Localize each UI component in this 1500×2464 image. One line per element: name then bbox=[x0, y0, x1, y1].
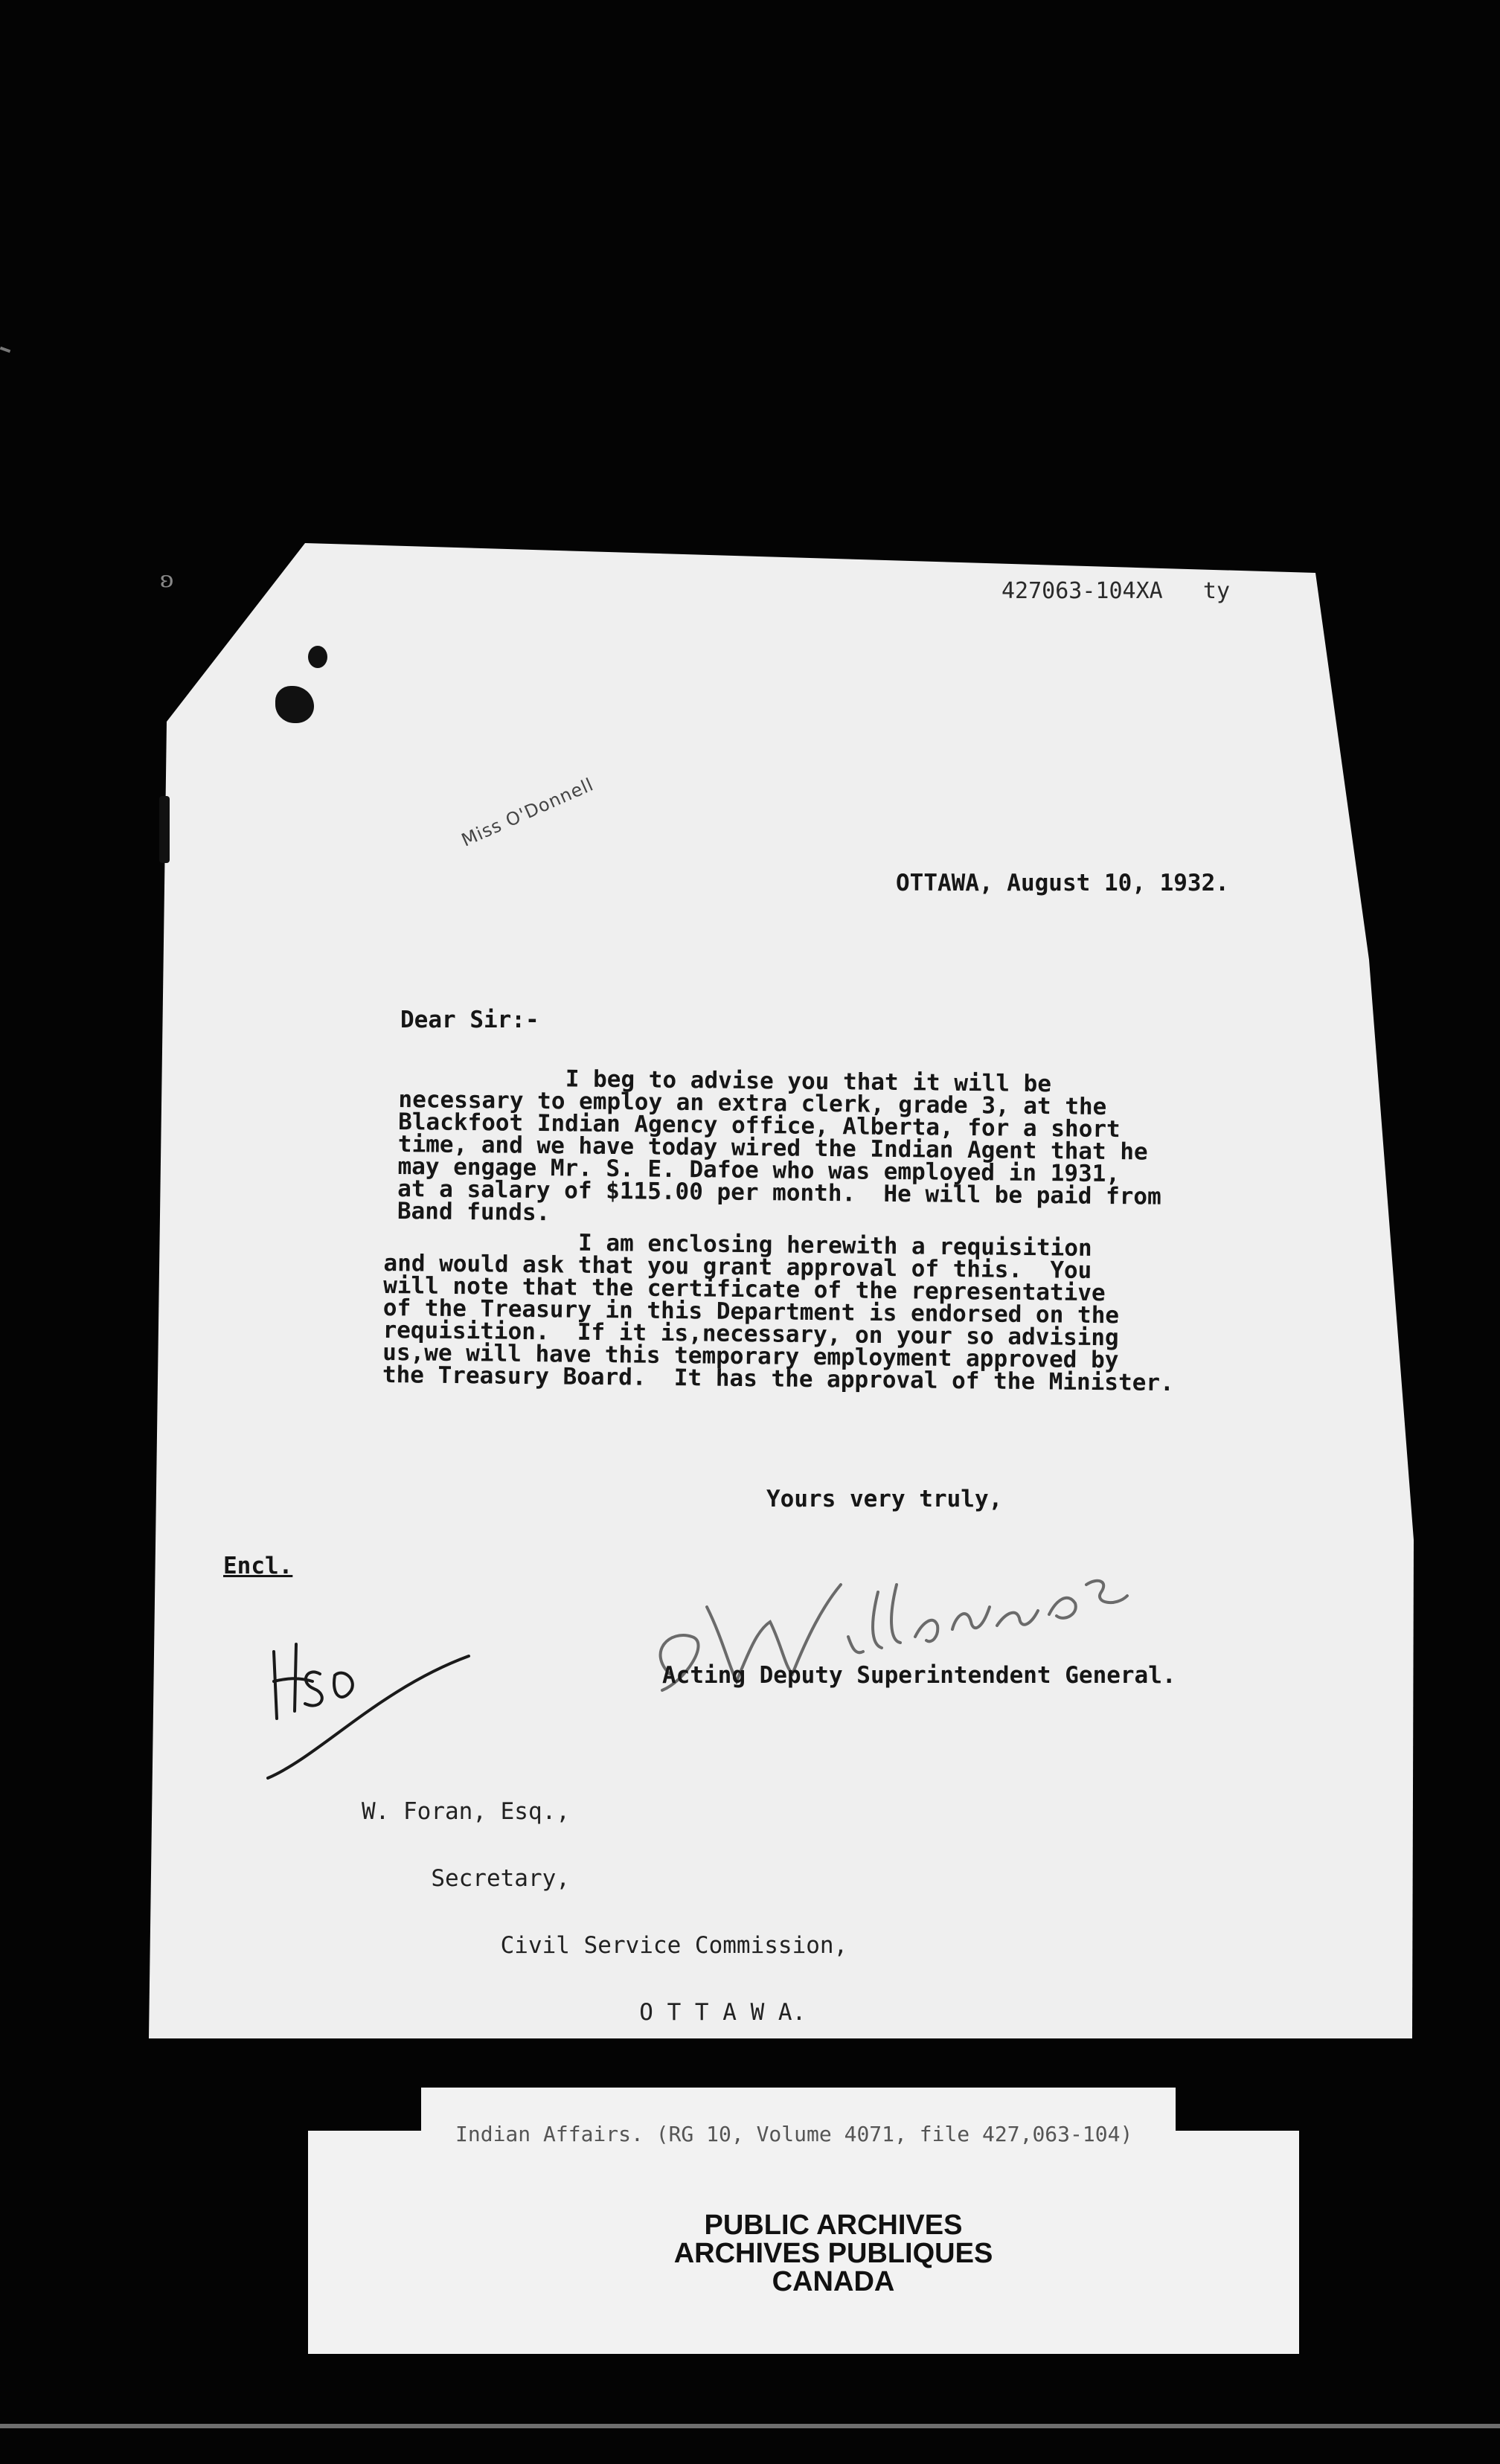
addressee-line: Secretary, bbox=[362, 1865, 570, 1892]
addressee-line: Civil Service Commission, bbox=[362, 1932, 848, 1959]
archive-reference: Indian Affairs. (RG 10, Volume 4071, file 427,063-104) bbox=[455, 2122, 1133, 2146]
archive-name-line: ARCHIVES PUBLIQUES bbox=[673, 2238, 993, 2269]
archive-label-tab bbox=[308, 2131, 427, 2354]
film-bottom-rule bbox=[0, 2424, 1500, 2428]
punch-hole bbox=[308, 646, 327, 668]
place-date: OTTAWA, August 10, 1932. bbox=[896, 870, 1229, 896]
film-edge-mark bbox=[0, 347, 10, 353]
salutation: Dear Sir:- bbox=[400, 1007, 539, 1033]
addressee-block bbox=[362, 1756, 847, 2068]
enclosure-note: Encl. bbox=[223, 1553, 293, 1579]
routing-stamp: Miss O'Donnell bbox=[458, 774, 597, 851]
addressee-line: W. Foran, Esq., bbox=[362, 1798, 570, 1825]
archive-label-tab bbox=[1173, 2131, 1299, 2354]
archive-name-line: CANADA bbox=[772, 2266, 895, 2297]
archive-name bbox=[640, 2211, 1027, 2296]
file-reference: 427063-104XA ty bbox=[1001, 578, 1231, 604]
signer-title: Acting Deputy Superintendent General. bbox=[662, 1662, 1176, 1689]
paper-speck: ʚ bbox=[160, 567, 174, 593]
closing: Yours very truly, bbox=[766, 1486, 1003, 1512]
body-paragraph-2: I am enclosing herewith a requisition and would ask that you grant approval of this. You will note that the certificate of the representative of the Treasury in this Department is endorsed on the requisition. If it is,necessary, on your so advising us,we will have this temporary employment approved by the Treasury Board. It has the approval of the Minister. bbox=[382, 1228, 1174, 1397]
addressee-line: O T T A W A. bbox=[362, 1999, 807, 2026]
body-paragraph-1: I beg to advise you that it will be necessary to employ an extra clerk, grade 3, at the Blackfoot Indian Agency office, Alberta, for a short time, and we have today wired the Indian Agent that he may engage Mr. S. E. Dafoe who was employed in 1931, at a salary of $115.00 per month. He will be paid from Band funds. bbox=[397, 1064, 1161, 1227]
archive-name-line: PUBLIC ARCHIVES bbox=[704, 2210, 963, 2241]
paper-edge-notch bbox=[159, 796, 170, 863]
